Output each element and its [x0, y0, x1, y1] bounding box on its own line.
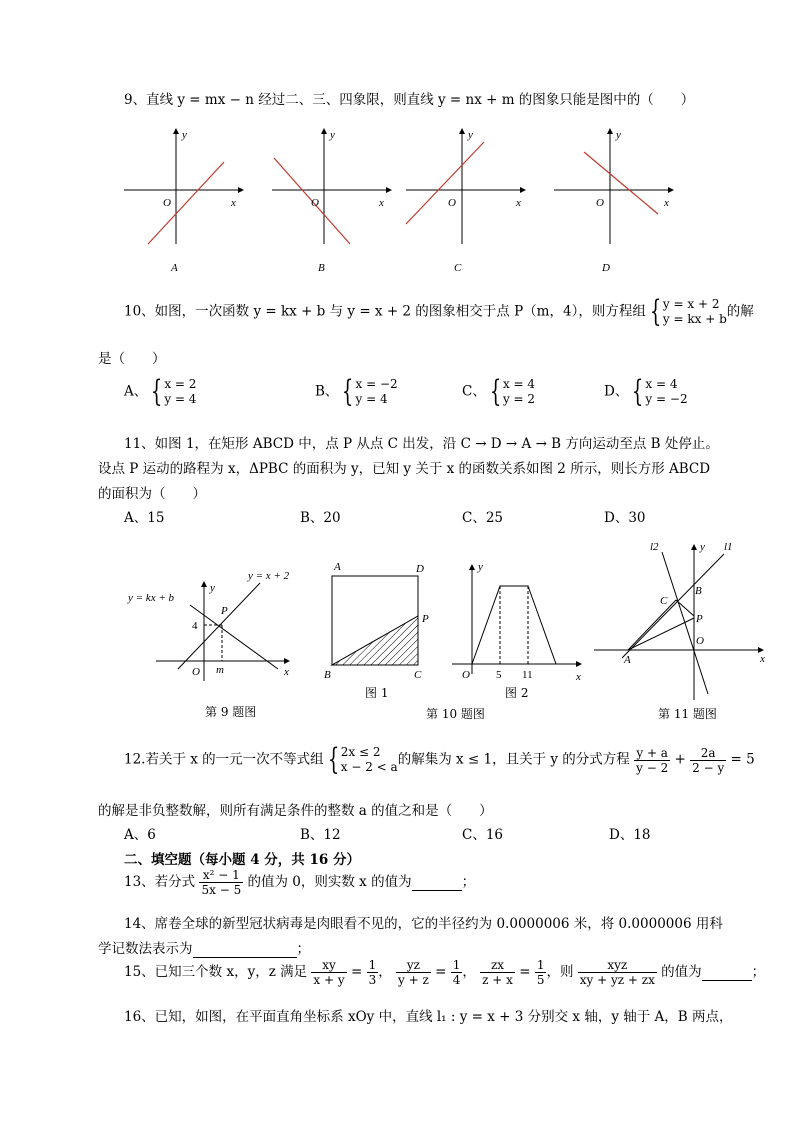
svg-text:O: O [596, 197, 604, 209]
q14-answer-blank[interactable] [193, 941, 297, 958]
q9-c-label: C [454, 262, 462, 274]
q14-line2: 学记数法表示为 ； [98, 941, 310, 957]
svg-text:y: y [210, 582, 215, 594]
svg-text:O: O [163, 197, 171, 209]
fig10-caption: 第 10 题图 [426, 707, 485, 721]
q9-b-label: B [318, 262, 325, 274]
svg-text:5: 5 [496, 669, 502, 681]
q15: 15、已知三个数 x，y，z 满足 $\frac{xy}{x + y}$ = $\frac{1}{3}$ ， $\frac{yz}{y + z}$ = $\frac{1}{4}$ ， $\frac{zx}{z + x}$ = $\frac{1}{5}$ ，则 $\frac{\text{xyz}}{xy + yz + zx}$ 的值为 ； [124, 958, 766, 987]
fig9-line-kx [190, 605, 278, 669]
svg-text:x: x [231, 197, 236, 209]
svg-text:x: x [664, 197, 669, 209]
q12-option-c: C、16 [462, 827, 504, 843]
svg-text:D: D [416, 563, 424, 575]
svg-text:C: C [660, 595, 668, 607]
svg-text:O: O [462, 669, 470, 681]
svg-text:y: y [616, 129, 621, 141]
fig10-1-caption: 图 1 [365, 686, 389, 700]
svg-text:y: y [182, 129, 187, 141]
fig9-line-x2 [178, 583, 260, 669]
fig10-2-caption: 图 2 [505, 686, 529, 700]
q12-option-d: D、18 [609, 827, 651, 843]
q10-option-d: D、 { x = 4 y = −2 [604, 374, 688, 409]
svg-text:x: x [379, 197, 384, 209]
fig9-caption: 第 9 题图 [205, 705, 257, 719]
fig11 [590, 536, 770, 702]
q10-option-a: A、 { x = 2 y = 4 [124, 374, 197, 409]
q9-c-line [406, 142, 484, 224]
svg-text:y: y [468, 129, 473, 141]
svg-text:y: y [330, 129, 335, 141]
q9-graph-a [120, 128, 250, 278]
q10-line2: 是（ ） [98, 351, 166, 367]
q11-option-d: D、30 [604, 510, 646, 526]
q13-answer-blank[interactable] [412, 874, 462, 891]
fig10-1 [320, 560, 440, 684]
q11-line3: 的面积为（ ） [98, 486, 206, 502]
svg-text:4: 4 [192, 620, 198, 632]
svg-text:l2: l2 [650, 541, 659, 553]
svg-text:y = kx + b: y = kx + b [128, 592, 174, 604]
fig11-cp [676, 600, 694, 616]
q11-option-b: B、20 [300, 510, 341, 526]
fig10-2 [452, 558, 592, 684]
fig11-caption: 第 11 题图 [658, 707, 717, 721]
q12-option-b: B、12 [300, 827, 341, 843]
svg-text:O: O [192, 666, 200, 678]
svg-text:B: B [324, 669, 331, 681]
q9-a-label: A [171, 262, 178, 274]
fig10-shaded-triangle [332, 616, 418, 665]
svg-text:A: A [624, 654, 631, 666]
fig11-l1 [622, 554, 724, 658]
svg-text:x: x [284, 666, 289, 678]
q10-line1: 10、如图，一次函数 y = kx + b 与 y = x + 2 的图象相交于点 P（m，4），则方程组 { y = x + 2 y = kx + b 的解 [124, 294, 754, 329]
q12-line2: 的解是非负整数解，则所有满足条件的整数 a 的值之和是（ ） [98, 803, 493, 819]
svg-text:y: y [700, 541, 705, 553]
svg-text:y = x + 2: y = x + 2 [248, 570, 290, 582]
q15-answer-blank[interactable] [702, 964, 752, 981]
q9-graph-c [402, 128, 532, 278]
q10-option-c: C、 { x = 4 y = 2 [462, 374, 536, 409]
q13: 13、若分式 $\frac{\text{x² − 1}}{5x - 5}$ 的值为 0，则实数 x 的值为 ； [124, 868, 476, 897]
svg-text:P: P [422, 613, 429, 625]
q11-line2: 设点 P 运动的路程为 x，ΔPBC 的面积为 y，已知 y 关于 x 的函数关系如图 2 所示，则长方形 ABCD [98, 461, 711, 477]
svg-text:P: P [221, 605, 228, 617]
svg-text:m: m [216, 664, 224, 676]
q9-text: 9、直线 y = mx − n 经过二、三、四象限，则直线 y = nx + m 的图象只能是图中的（ ） [124, 92, 695, 108]
svg-text:l1: l1 [724, 541, 733, 553]
svg-text:C: C [414, 669, 422, 681]
q14-line1: 14、席卷全球的新型冠状病毒是肉眼看不见的，它的半径约为 0.0000006 米，将 0.0000006 用科 [124, 916, 723, 932]
q11-option-a: A、15 [124, 510, 165, 526]
q16-line1: 16、已知，如图，在平面直角坐标系 xOy 中，直线 l₁ : y = x + 3 分别交 x 轴，y 轴于 A，B 两点， [124, 1009, 733, 1025]
svg-text:O: O [448, 197, 456, 209]
svg-text:P: P [696, 613, 703, 625]
q12-option-a: A、6 [124, 827, 156, 843]
svg-text:O: O [696, 635, 704, 647]
q12-line1: 12.若关于 x 的一元一次不等式组 { 2x ≤ 2 x − 2 < a 的解集为 x ≤ 1，且关于 y 的分式方程 $\frac{y + a}{y - 2}$ + $\frac{2a}{2 - y}$ = 5 [124, 742, 755, 777]
svg-text:y: y [478, 561, 483, 573]
svg-text:11: 11 [522, 669, 533, 681]
fig10-2-graph [472, 586, 556, 664]
q9-a-line [148, 162, 224, 244]
fig9 [126, 565, 296, 685]
svg-text:x: x [760, 653, 765, 665]
section2-title: 二、填空题（每小题 4 分，共 16 分） [124, 852, 360, 868]
svg-text:O: O [311, 197, 319, 209]
fig11-ac [628, 600, 676, 650]
q11-line1: 11、如图 1，在矩形 ABCD 中，点 P 从点 C 出发，沿 C → D → A → B 方向运动至点 B 处停止。 [124, 436, 719, 452]
svg-text:x: x [576, 671, 581, 683]
q9-graph-d [550, 128, 680, 278]
q11-option-c: C、25 [462, 510, 504, 526]
svg-text:x: x [516, 197, 521, 209]
q10-option-b: B、 { x = −2 y = 4 [315, 374, 398, 409]
q9-d-label: D [602, 262, 610, 274]
q9-graph-b [268, 128, 398, 278]
svg-text:A: A [334, 561, 341, 573]
svg-text:B: B [695, 585, 702, 597]
